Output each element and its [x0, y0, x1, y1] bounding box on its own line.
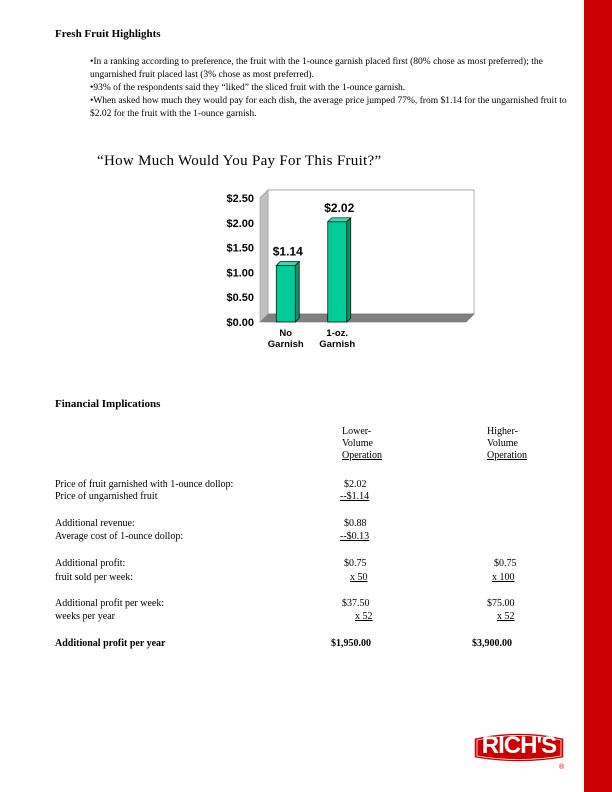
financial-total-higher-value: $3,900.00 — [472, 638, 512, 649]
chart-bar-front — [328, 222, 347, 322]
financial-row-label: weeks per year — [55, 611, 115, 622]
column-header-line: Higher- — [487, 426, 518, 437]
chart-bar — [276, 261, 299, 322]
financial-row-lower-value: $0.75 — [344, 558, 367, 569]
chart-x-tick-label: Garnish — [319, 339, 356, 350]
price-bar-chart — [210, 186, 480, 361]
chart-side-wall — [260, 190, 268, 322]
chart-bar-side — [295, 261, 299, 322]
chart-x-tick-label: 1-oz. — [326, 328, 349, 339]
bullet-item: •93% of the respondents said they “liked” the sliced fruit with the 1-ounce garnish. — [90, 83, 406, 93]
bullet-item: •When asked how much they would pay for each dish, the average price jumped 77%, from $1.14 for the ungarnished fruit to $2.02 for the fruit with the 1-ounce garnish. — [90, 96, 567, 119]
financial-total-lower-value: $1,950.00 — [331, 638, 371, 649]
financial-row-lower-value: x 50 — [350, 572, 368, 583]
financial-row-label: Additional profit: — [55, 558, 126, 569]
chart-bar — [328, 218, 351, 322]
chart-bar-side — [347, 218, 351, 322]
financial-row-label: Average cost of 1-ounce dollop: — [55, 531, 184, 542]
highlights-title: Fresh Fruit Highlights — [55, 28, 161, 40]
financial-row-lower-value: $37.50 — [342, 598, 370, 609]
chart-y-tick-label: $1.00 — [226, 267, 254, 280]
financial-row-higher-value: x 52 — [497, 611, 515, 622]
column-header-line: Lower- — [342, 426, 372, 437]
logo-text: RICH'S — [481, 732, 557, 759]
column-header-line: Operation — [487, 450, 527, 461]
chart-y-tick-label: $1.50 — [226, 242, 254, 255]
financial-row-higher-value: x 100 — [492, 572, 515, 583]
chart-y-tick-labels — [226, 193, 254, 329]
column-header-line: Volume — [342, 438, 373, 449]
financial-title: Financial Implications — [55, 398, 161, 410]
chart-y-tick-label: $2.50 — [226, 193, 254, 205]
financial-row-label: Additional profit per week: — [55, 598, 165, 609]
chart-x-tick-labels — [268, 328, 356, 350]
registered-mark: ® — [559, 764, 565, 771]
chart-y-tick-label: $0.00 — [226, 317, 254, 329]
chart-title: “How Much Would You Pay For This Fruit?” — [97, 153, 382, 169]
chart-y-tick-label: $2.00 — [226, 217, 254, 230]
column-header-line: Operation — [342, 450, 382, 461]
page-side-bar — [584, 0, 612, 792]
financial-row-lower-value: $2.02 — [344, 479, 367, 490]
financial-row-lower-value: --$1.14 — [340, 491, 370, 502]
financial-row-label: Price of ungarnished fruit — [55, 491, 158, 502]
highlights-bullets — [90, 56, 570, 121]
financial-row-label: Additional revenue: — [55, 518, 135, 529]
column-header-lower — [342, 426, 382, 462]
financial-total-label: Additional profit per year — [55, 638, 166, 649]
financial-row-lower-value: --$0.13 — [340, 531, 370, 542]
chart-x-tick-label: No — [279, 328, 293, 339]
chart-y-tick-label: $0.50 — [226, 292, 254, 305]
financial-row-higher-value: $75.00 — [487, 598, 515, 609]
financial-row-lower-value: $0.88 — [344, 518, 367, 529]
column-header-higher — [487, 426, 527, 462]
chart-data-label: $1.14 — [272, 244, 303, 259]
chart-x-tick-label: Garnish — [267, 339, 304, 350]
chart-bar-front — [276, 265, 295, 322]
chart-data-label: $2.02 — [324, 200, 355, 215]
bullet-item: •In a ranking according to preference, the fruit with the 1-ounce garnish placed first (80% chose as most preferred); the ungarnished fruit placed last (3% chose as most preferred). — [90, 57, 543, 80]
financial-row-label: fruit sold per week: — [55, 572, 134, 583]
financial-row-higher-value: $0.75 — [494, 558, 517, 569]
financial-row-lower-value: x 52 — [355, 611, 373, 622]
column-header-line: Volume — [487, 438, 518, 449]
financial-row-label: Price of fruit garnished with 1-ounce dollop: — [55, 479, 234, 490]
richs-logo — [472, 728, 566, 762]
